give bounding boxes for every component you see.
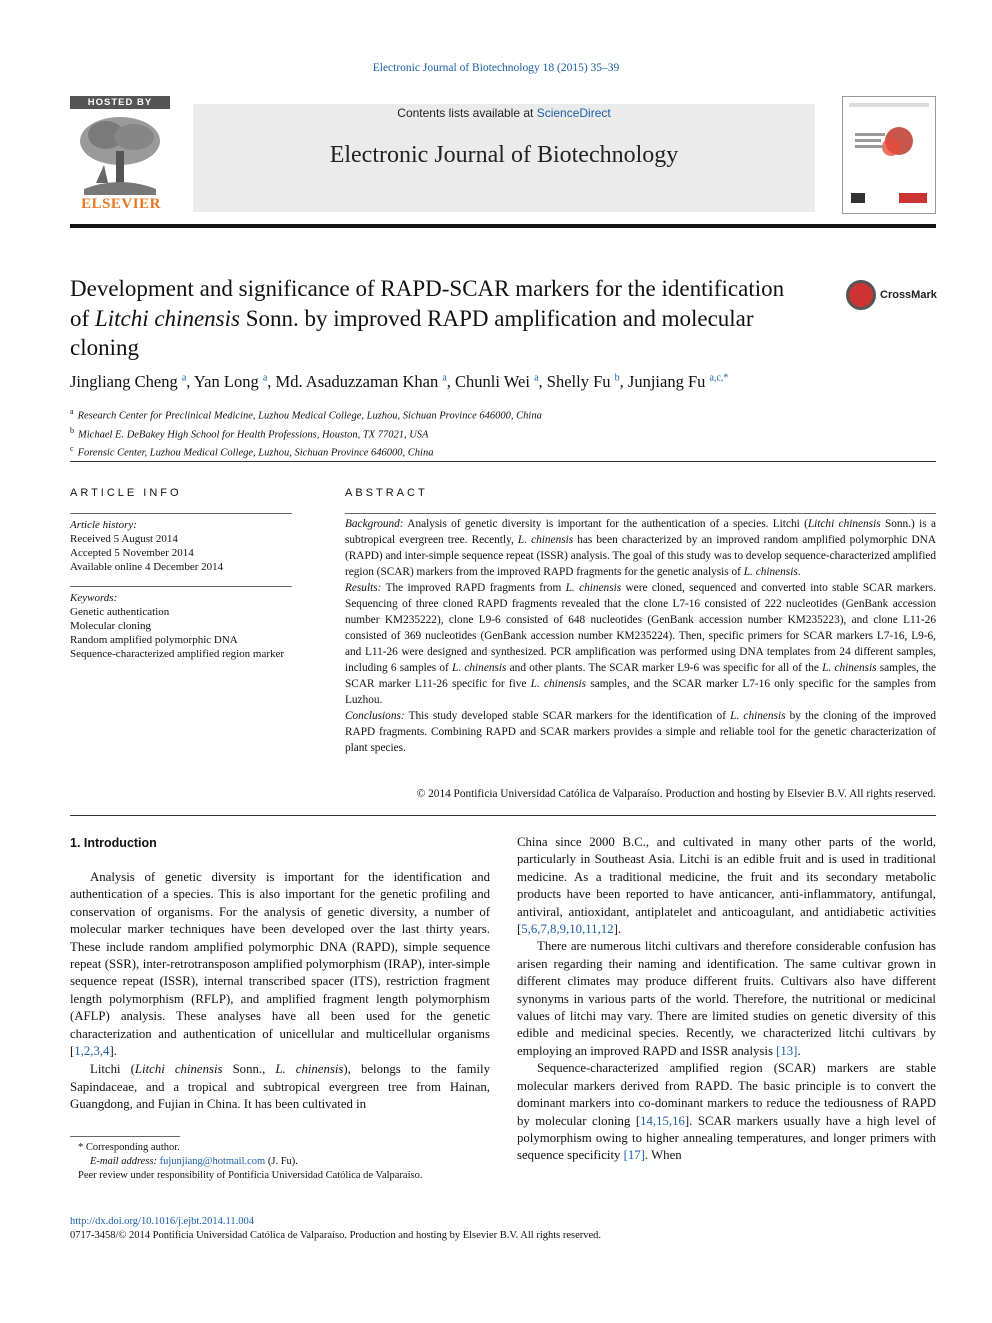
author[interactable]: Jingliang Cheng $^a$ — [70, 372, 187, 391]
paragraph: There are numerous litchi cultivars and therefore considerable confusion has arisen regarding their naming and identification. The same cultivar grown in different climates may produce different fruits. Cultivars also have different synonyms in various parts of the world. Therefore, the nutritional or medicinal values of litchi may vary. There are limited studies on genetic diversity of this edible and medicinal species. Recently, we characterized litchi cultivars by employing an improved RAPD and ISSR analysis [13]. — [517, 939, 936, 1058]
abstract-conclusions: Conclusions: This study developed stable SCAR markers for the identification of L. chinensis by the cloning of the improved RAPD fragments. Combining RAPD and SCAR markers provides a simple and reliable tool for the genetic characterization of plant species. — [345, 710, 936, 754]
journal-citation[interactable]: Electronic Journal of Biotechnology 18 (2015) 35–39 — [372, 62, 620, 74]
keyword: Sequence-characterized amplified region marker — [70, 648, 285, 660]
paragraph: China since 2000 B.C., and cultivated in many other parts of the world, particularly in Southeast Asia. Litchi is an edible fruit and is used in traditional medicine. As a traditional medicine, the fruit and its secondary metabolic products have been reported to have anticancer, anti-inflammatory, antifungal, antiviral, antioxidant, antiplatelet and anticoagulant, and antidiabetic activities [5,6,7,8,9,10,11,12]. — [517, 835, 936, 937]
affiliations-divider — [70, 461, 936, 462]
abstract-background: Background: Analysis of genetic diversity is important for the authentication of a species. Litchi (Litchi chinensis Sonn.) is a subtropical evergreen tree. Recently, L. chinensis has been characterized by an improved random amplified polymorphic DNA (RAPD) and inter-simple sequence repeat (ISSR) analysis. The goal of this study was to develop sequence-characterized amplified region (SCAR) markers from the improved RAPD fragments for the genetic analysis of L. chinensis. — [345, 518, 936, 578]
keyword: Genetic authentication — [70, 606, 170, 618]
issn-line: 0717-3458/© 2014 Pontificia Universidad Católica de Valparaíso. Production and hosting by Elsevier B.V. All rights reserved. — [70, 1230, 602, 1241]
elsevier-wordmark: ELSEVIER — [81, 196, 161, 212]
author[interactable]: Junjiang Fu $^{a,c,*}$ — [627, 372, 729, 391]
elsevier-tree-icon — [76, 113, 164, 195]
online-date: Available online 4 December 2014 — [70, 561, 224, 573]
author[interactable]: Yan Long $^a$ — [193, 372, 268, 391]
abstract-bottom-divider — [70, 815, 936, 816]
footnote-divider — [70, 1136, 180, 1137]
article-history — [70, 518, 292, 574]
journal-header — [70, 96, 936, 216]
reference-link[interactable]: [13] — [776, 1043, 798, 1058]
abstract-heading: ABSTRACT — [345, 487, 428, 499]
corresponding-note: * Corresponding author. — [78, 1142, 180, 1153]
footnotes — [70, 1141, 490, 1182]
affiliation: $^a$ Research Center for Preclinical Medicine, Luzhou Medical College, Luzhou, Sichuan Province 646000, China — [70, 407, 542, 422]
reference-link[interactable]: 1,2,3,4 — [74, 1044, 110, 1059]
reference-link[interactable]: 14,15,16 — [640, 1113, 685, 1128]
email-link[interactable]: fujunjiang@hotmail.com — [159, 1155, 266, 1167]
journal-cover-icon — [843, 97, 935, 213]
journal-cover-thumbnail[interactable] — [842, 96, 936, 214]
received-date: Received 5 August 2014 — [70, 533, 178, 545]
abstract-divider — [345, 513, 936, 514]
body-column-right — [517, 834, 936, 1165]
page-footer — [70, 1215, 936, 1243]
article-title: Development and significance of RAPD-SCAR markers for the identification of Litchi chinensis Sonn. by improved RAPD amplification and molecular cloning — [70, 276, 785, 360]
paragraph: Litchi (Litchi chinensis Sonn., L. chinensis), belongs to the family Sapindaceae, and a tropical and subtropical evergreen tree from Hainan, Guangdong, and Fujian in China. It has been cultivated in — [70, 1062, 490, 1112]
author[interactable]: Chunli Wei $^a$ — [455, 372, 539, 391]
crossmark-badge[interactable] — [846, 280, 938, 314]
journal-banner — [193, 104, 815, 212]
crossmark-icon — [846, 280, 876, 310]
email-note: E-mail address: fujunjiang@hotmail.com (J. Fu). — [90, 1155, 298, 1167]
keyword: Molecular cloning — [70, 620, 151, 632]
keywords-divider — [70, 586, 292, 587]
reference-link[interactable]: [17] — [623, 1148, 645, 1163]
affiliation: $^b$ Michael E. DeBakey High School for Health Professions, Houston, TX 77021, USA — [70, 425, 429, 440]
section-heading: 1. Introduction — [70, 836, 157, 850]
doi-link[interactable]: http://dx.doi.org/10.1016/j.ejbt.2014.11.004 — [70, 1216, 255, 1227]
hosted-by-label: HOSTED BY — [70, 96, 170, 109]
keywords-label: Keywords: — [70, 592, 118, 604]
keywords — [70, 591, 292, 661]
affiliations — [70, 405, 936, 461]
abstract-body — [345, 516, 936, 756]
abstract-copyright: © 2014 Pontificia Universidad Católica de Valparaíso. Production and hosting by Elsevier B.V. All rights reserved. — [416, 788, 936, 800]
crossmark-label: CrossMark — [880, 289, 937, 301]
paragraph: Sequence-characterized amplified region (SCAR) markers are stable molecular markers derived from RAPD. The basic principle is to convert the dominant markers into co-dominant markers to reduce the tediousness of RAPD by molecular cloning [14,15,16]. SCAR markers usually have a high level of polymorphism owing to higher annealing temperatures, and longer primers with sequence specificity [17]. When — [517, 1061, 937, 1163]
sciencedirect-link[interactable]: ScienceDirect — [536, 106, 611, 120]
affiliation: $^c$ Forensic Center, Luzhou Medical College, Luzhou, Sichuan Province 646000, China — [70, 444, 434, 459]
author[interactable]: Md. Asaduzzaman Khan $^a$ — [275, 372, 447, 391]
abstract-results: Results: The improved RAPD fragments from L. chinensis were cloned, sequenced and converted into stable SCAR markers. Sequencing of three cloned RAPD fragments revealed that the clone L7-16 consisted of 222 nucleotides (GenBank accession number KM235222), clone L9-6 consisted of 648 nucleotides (GenBank accession number KM235223), and clone L11-26 consisted of 369 nucleotides (GenBank accession number KM235224). Then, specific primers for SCAR markers L7-16, L9-6, and L11-26 were designed and synthesized. PCR amplification was performed using DNA templates from 24 different samples, including 6 samples of L. chinensis and other plants. The SCAR marker L9-6 was specific for all of the L. chinensis samples, the SCAR marker L11-26 specific for five L. chinensis samples, and the SCAR marker L7-16 only specific for the samples from Luzhou. — [345, 582, 937, 706]
paragraph: Analysis of genetic diversity is important for the identification and authentication of a species. This is also important for the genetic profiling and conservation of organisms. For the analysis of genetic diversity, a number of molecular marker techniques have been developed over the last thirty years. These include random amplified polymorphic DNA (RAPD), simple sequence repeat (SSR), inter-retrotransposon amplified polymorphism (IRAP), inter-simple sequence repeat (ISSR), internal transcribed spacer (ITS), restriction fragment length polymorphism (RFLP), and amplified fragment length polymorphism (AFLP) analysis. These analyses have all been used for the genetic characterization and authentication of unicellular and multicellular organisms [1,2,3,4]. — [70, 870, 490, 1059]
contents-line: Contents lists available at ScienceDirect — [397, 106, 611, 120]
keyword: Random amplified polymorphic DNA — [70, 634, 238, 646]
peer-review-note: Peer review under responsibility of Pontificia Universidad Católica de Valparaíso. — [78, 1169, 423, 1181]
article-info-divider — [70, 513, 292, 514]
journal-name[interactable]: Electronic Journal of Biotechnology — [329, 142, 679, 168]
accepted-date: Accepted 5 November 2014 — [70, 547, 194, 559]
body-column-left — [70, 869, 490, 1114]
author-list: Jingliang Cheng $^a$, Yan Long $^a$, Md. Asaduzzaman Khan $^a$, Chunli Wei $^a$, Shelly Fu $^b$, Junjiang Fu $^{a,c,*}$ — [70, 372, 729, 391]
header-divider — [70, 224, 936, 228]
reference-link[interactable]: 5,6,7,8,9,10,11,12 — [521, 922, 614, 937]
elsevier-logo[interactable] — [70, 96, 172, 212]
history-label: Article history: — [70, 519, 137, 531]
article-info-heading: ARTICLE INFO — [70, 487, 182, 499]
author[interactable]: Shelly Fu $^b$ — [546, 372, 620, 391]
